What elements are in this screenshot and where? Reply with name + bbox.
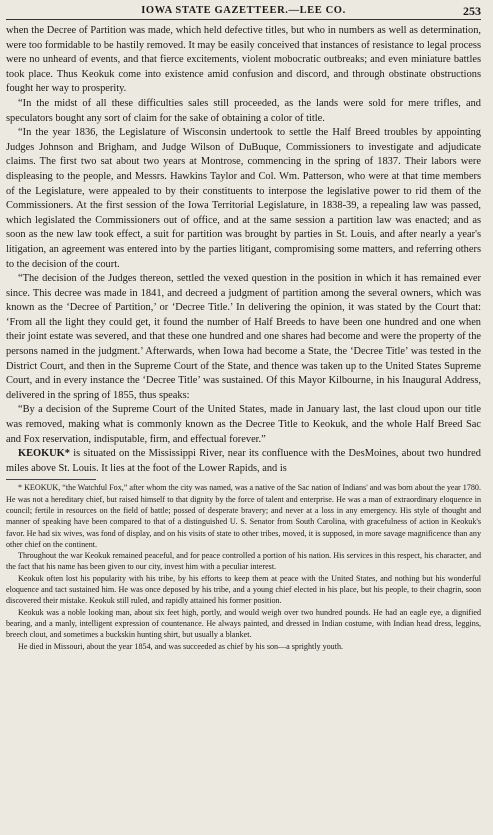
keokuk-paragraph — [6, 447, 481, 476]
running-head-title: IOWA STATE GAZETTEER.—LEE CO. — [141, 5, 346, 16]
footnotes — [6, 482, 481, 651]
footnote-paragraph: * KEOKUK, “the Watchful Fox,” after whom the city was named, was a native of the Sac nation of Indians' and was born about the year 1780. He was not a hereditary chief, but raised himself to that dignity by the force of talent and enterprise. He was a man of extraordinary eloquence in council; fertile in resources on the field of battle; possed of desperate bravery; and never at a loss in any emergency. His style of thought and manner of speaking have been compared to that of a distinguished U. S. Senator from South Carolina, with gracefulness of action in Keokuk's favor. He had six wives, was fond of display, and on his visits of state to other tribes, moved, it is supposed, in more savage magnificence than any other chief on the continent. — [6, 483, 481, 549]
body-paragraph: “In the midst of all these difficulties sales still proceeded, as the lands were sold for mere trifles, and speculators bought any sort of claim for the sake of obtaining a color of title. — [6, 97, 481, 124]
quoted-paragraph: “By a decision of the Supreme Court of the United States, made in January last, the last cloud upon our title was removed, making what is commonly known as the Decree Title to Keokuk, and the whole Half Breed Sac and Fox reservation, indisputable, firm, and effectual forever.” — [6, 404, 481, 445]
running-head — [6, 4, 481, 20]
footnote-paragraph: Keokuk often lost his popularity with his tribe, by his efforts to keep them at peace with the United States, and nothing but his wonderful eloquence and tact sustained him. He was once deposed by his tribe, and a young chief elected in his place, but his people, to their chagrin, soon discovered their mistake. Keokuk still ruled, and rapidly attained his former position. — [6, 573, 481, 606]
page-number: 253 — [463, 4, 481, 18]
keokuk-text: is situated on the Mississippi River, near its confluence with the DesMoines, about two hundred miles above St. Louis. It lies at the foot of the Lower Rapids, and is — [6, 448, 481, 474]
body-paragraph: “In the year 1836, the Legislature of Wisconsin undertook to settle the Half Breed troubles by appointing Judges Johnson and Brigham, and Judge Wilson of DuBuque, Commissioners to investigate and adjudicate claims. The first two sat about two years at Montrose, commencing in the spring of 1837. Their labors were displeasing to the people, and Messrs. Hawkins Taylor and Col. Wm. Patterson, who were at that time members of the Legislature, were appealed to by their constituents to interpose the legislative power to rid them of the Commissioners. At the first session of the Iowa Territorial Legislature, in 1838-39, a repealing law was passed, which legislated the Commissioners out of office, and at the same session a partition law was enacted; and as soon as the new law took effect, a suit for partition was brought by parties in St. Louis, and after nearly a year's litigation, an agreement was entered into by the parties litigant, compromising some matters, and referring others to the decision of the court. — [6, 127, 481, 270]
footnote-paragraph: Throughout the war Keokuk remained peaceful, and for peace controlled a portion of his nation. His services in this respect, his character, and the fact that his name has been given to our city, invest him with a peculiar interest. — [6, 551, 481, 572]
footnote-rule — [6, 479, 96, 480]
keokuk-heading: KEOKUK* — [18, 448, 70, 460]
body-paragraph: “The decision of the Judges thereon, settled the vexed question in the position in which it has remained ever since. This decree was made in 1841, and decreed a judgment of partition among the several owners, which was known as the ‘Decree of Partition,’ or ‘Decree Title.’ In delivering the opinion, it was stated by the Court that: ‘From all the light they could get, it found the number of Half Breeds to have been one hundred and one when their joint estate was severed, and that these one hundred and one shares had become and were the property of the persons named in the judgment.’ Afterwards, when Iowa had become a State, the ‘Decree Title’ was tested in the District Court, and then in the Supreme Court of the State, and thence was taken up to the United States Supreme Court, and in every instance the ‘Decree Title’ was sustained. Of this Mayor Kilbourne, in his Inaugural Address, delivered in the spring of 1855, thus speaks: — [6, 273, 481, 401]
main-text — [6, 24, 481, 476]
footnote-paragraph: He died in Missouri, about the year 1854, and was succeeded as chief by his son—a sprightly youth. — [18, 641, 344, 651]
body-paragraph: when the Decree of Partition was made, which held defective titles, but who in numbers as well as determination, were too formidable to be hastily removed. It may be easily conceived that instances of resistance to legal process were no unheard of events, and that fierce excitements, violent mobocratic outbreaks; and even miniature battles took place. Thus Keokuk come into existence amid confusion and discord, and through obstinate obstructions fought her way to prosperity. — [6, 25, 481, 95]
footnote-paragraph: Keokuk was a noble looking man, about six feet high, portly, and would weigh over two hundred pounds. He had an eagle eye, a dignified bearing, and a manly, intelligent expression of countenance. He always painted, and dressed in Indian costume, with Indian head dress, leggins, breech clout, and sometimes a buckskin hunting shirt, but usually a blanket. — [6, 607, 481, 640]
